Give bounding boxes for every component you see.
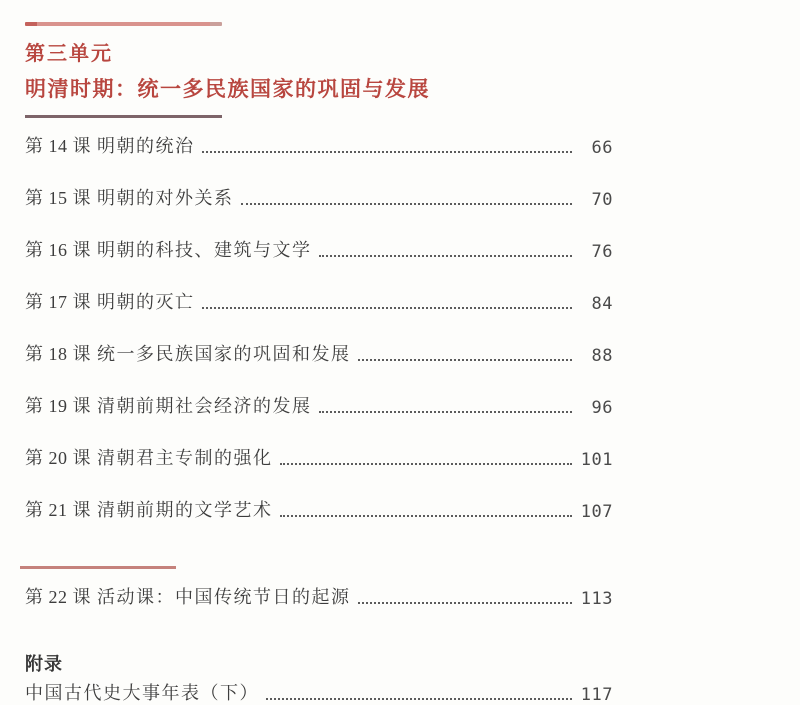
lesson-number: 第 22 课 bbox=[25, 587, 91, 607]
page-number: 117 bbox=[580, 685, 613, 705]
lesson-number: 第 20 课 bbox=[25, 448, 91, 468]
dot-leader bbox=[319, 255, 573, 257]
dot-leader bbox=[280, 463, 573, 465]
unit-number-heading: 第三单元 bbox=[25, 43, 113, 65]
dot-leader bbox=[202, 307, 573, 309]
page-number: 107 bbox=[580, 502, 613, 522]
dot-leader bbox=[358, 602, 573, 604]
toc-entry-row bbox=[25, 396, 613, 418]
lesson-number: 第 16 课 bbox=[25, 240, 91, 260]
lesson-number: 第 21 课 bbox=[25, 500, 91, 520]
toc-entry-row bbox=[25, 500, 613, 522]
lesson-number: 第 14 课 bbox=[25, 136, 91, 156]
page-number: 66 bbox=[591, 138, 613, 158]
toc-entry-row bbox=[25, 188, 613, 210]
lesson-entries-list bbox=[25, 136, 613, 522]
toc-entry-row bbox=[25, 587, 613, 609]
toc-entry-row bbox=[25, 344, 613, 366]
toc-content-column bbox=[25, 22, 613, 705]
dot-leader bbox=[319, 411, 573, 413]
section-divider-rule bbox=[20, 566, 176, 569]
heading-divider-rule bbox=[25, 115, 222, 118]
page-number: 76 bbox=[591, 242, 613, 262]
dot-leader bbox=[202, 151, 573, 153]
lesson-number: 第 18 课 bbox=[25, 344, 91, 364]
activity-lesson-section bbox=[25, 587, 613, 609]
toc-entry-row bbox=[25, 292, 613, 314]
lesson-title: 清朝前期的文学艺术 bbox=[97, 500, 273, 520]
lesson-number: 第 15 课 bbox=[25, 188, 91, 208]
lesson-title: 明朝的对外关系 bbox=[97, 188, 234, 208]
appendix-entries-section bbox=[25, 683, 613, 705]
top-accent-rule bbox=[25, 22, 222, 26]
lesson-title: 统一多民族国家的巩固和发展 bbox=[97, 344, 351, 364]
page-number: 96 bbox=[591, 398, 613, 418]
page-number: 88 bbox=[591, 346, 613, 366]
page-number: 70 bbox=[591, 190, 613, 210]
lesson-title: 明朝的科技、建筑与文学 bbox=[97, 240, 312, 260]
page-number: 84 bbox=[591, 294, 613, 314]
unit-title-heading: 明清时期：统一多民族国家的巩固与发展 bbox=[25, 77, 430, 101]
appendix-heading: 附录 bbox=[25, 654, 63, 674]
lesson-title: 清朝君主专制的强化 bbox=[97, 448, 273, 468]
lesson-title: 中国古代史大事年表（下） bbox=[25, 683, 259, 703]
page-number: 101 bbox=[580, 450, 613, 470]
toc-entry-row bbox=[25, 136, 613, 158]
lesson-number: 第 17 课 bbox=[25, 292, 91, 312]
toc-entry-row bbox=[25, 448, 613, 470]
dot-leader bbox=[280, 515, 573, 517]
lesson-title: 明朝的灭亡 bbox=[97, 292, 195, 312]
lesson-title: 明朝的统治 bbox=[97, 136, 195, 156]
lesson-title: 活动课：中国传统节日的起源 bbox=[97, 587, 351, 607]
dot-leader bbox=[358, 359, 573, 361]
toc-entry-row bbox=[25, 683, 613, 705]
toc-entry-row bbox=[25, 240, 613, 262]
page-number: 113 bbox=[580, 589, 613, 609]
lesson-title: 清朝前期社会经济的发展 bbox=[97, 396, 312, 416]
dot-leader bbox=[266, 698, 572, 700]
lesson-number: 第 19 课 bbox=[25, 396, 91, 416]
dot-leader bbox=[241, 203, 573, 205]
